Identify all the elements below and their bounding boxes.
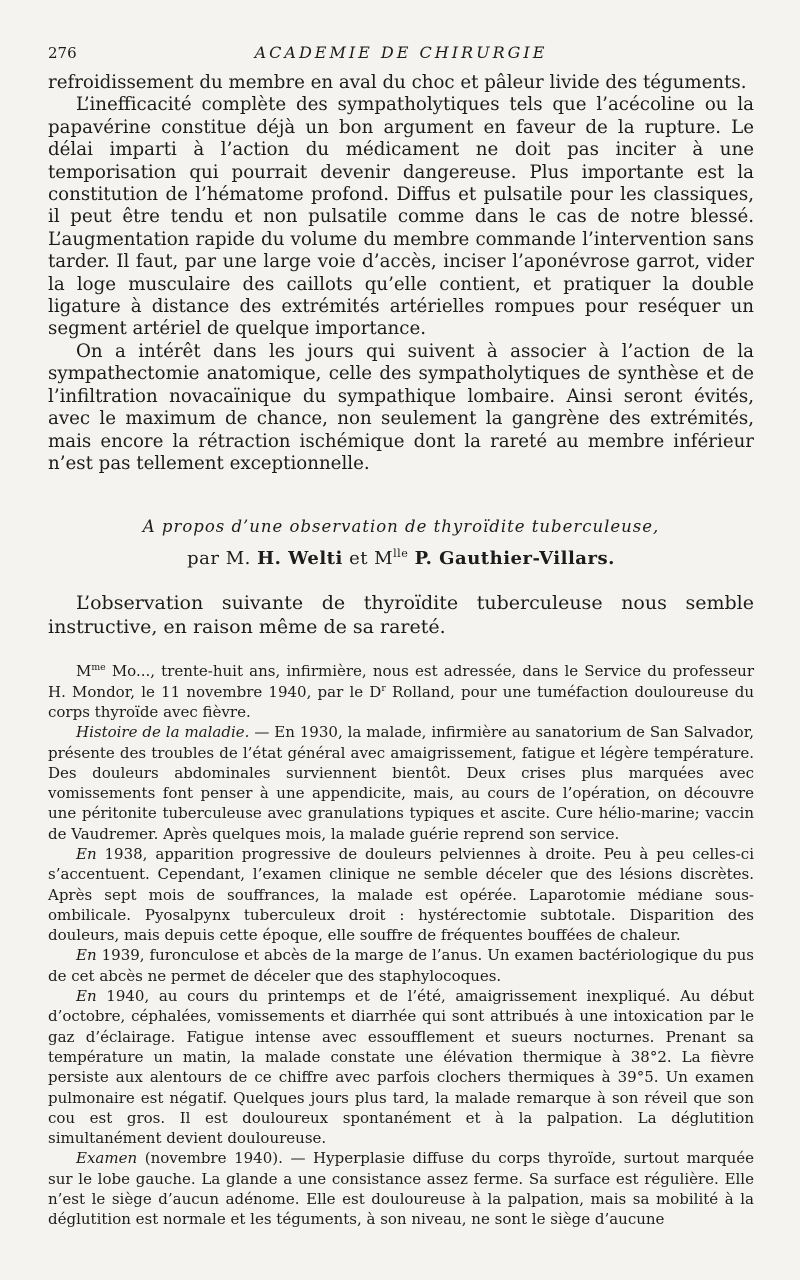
section-label: Examen xyxy=(76,1149,138,1168)
case-paragraph xyxy=(48,986,754,1148)
section-label: En xyxy=(76,987,97,1006)
page-number: 276 xyxy=(48,44,77,62)
text-run: Rolland, pour une tuméfaction douloureuse du corps thyroïde avec fièvre. xyxy=(48,682,754,721)
article-authors xyxy=(48,548,754,569)
article-title: A propos d’une observation de thyroïdite tuberculeuse, xyxy=(142,517,660,537)
text-run: 1939, furonculose et abcès de la marge de l’anus. Un examen bactériologique du pus de cet abcès ne permet de déceler que des staphylocoques. xyxy=(48,946,754,985)
article-intro: L’observation suivante de thyroïdite tuberculeuse nous semble instructive, en raison même de sa rareté. xyxy=(48,592,754,639)
author-2: P. Gauthier-Villars. xyxy=(414,548,615,570)
page xyxy=(48,40,754,1230)
sup: me xyxy=(91,662,106,674)
page-header xyxy=(48,40,754,68)
sup: r xyxy=(381,682,386,694)
section-label: Histoire de la maladie. xyxy=(76,723,250,742)
section-label: En xyxy=(76,844,97,863)
previous-article-text xyxy=(48,72,754,475)
paragraph: refroidissement du membre en aval du choc et pâleur livide des téguments. xyxy=(48,72,747,93)
authors-and: et M xyxy=(349,548,394,570)
paragraph: On a intérêt dans les jours qui suivent à associer à l’action de la sympathectomie anatomique, celle des sympatholytiques de synthèse et de l’infiltration novacaïnique du sympathique lombaire. Ainsi seront évités, avec le maximum de chance, non seulement la gangrène des extrémités, mais encore la rétraction ischémique dont la rareté au membre inférieur n’est pas tellement exceptionnelle. xyxy=(48,340,754,474)
section-label: En xyxy=(76,946,97,965)
case-paragraph xyxy=(48,844,754,945)
case-paragraph xyxy=(48,1148,754,1229)
paragraph: L’inefficacité complète des sympatholytiques tels que l’acécoline ou la papavérine constitue déjà un bon argument en faveur de la rupture. Le délai imparti à l’action du médicament ne doit pas inciter à une temporisation qui pourrait devenir dangereuse. Plus importante est la constitution de l’hématome profond. Diffus et pulsatile pour les classiques, il peut être tendu et non pulsatile comme dans le cas de notre blessé. L’augmentation rapide du volume du membre commande l’intervention sans tarder. Il faut, par une large voie d’accès, inciser l’aponévrose garrot, vider la loge musculaire des caillots qu’elle contient, et pratiquer la double ligature à distance des extrémités artérielles rompues pour reséquer un segment artériel de quelque importance. xyxy=(48,94,754,340)
text-run: — En 1930, la malade, infirmière au sanatorium de San Salvador, présente des troubles de l’état général avec amaigrissement, fatigue et légère température. Des douleurs abdominales surviennent bientôt. Deux crises plus marquées avec vomissements font penser à une appendicite, mais, au cours de l’opération, on découvre une péritonite tuberculeuse avec granulations typiques et ascite. Cure hélio-marine; vaccin de Vaudremer. Après quelques mois, la malade guérie reprend son service. xyxy=(48,723,754,843)
case-paragraph xyxy=(48,722,754,844)
running-title: ACADEMIE DE CHIRURGIE xyxy=(254,43,548,62)
text-run: Mo..., trente-huit ans, infirmière, nous est adressée, dans le Service du professeur H. Mondor, le 11 novembre 1940, par le D xyxy=(48,662,754,701)
author-title-sup: lle xyxy=(393,547,409,561)
text-run: M xyxy=(76,662,92,681)
authors-prefix: par M. xyxy=(187,548,251,570)
text-run: 1938, apparition progressive de douleurs pelviennes à droite. Peu à peu celles-ci s’accentuent. Cependant, l’examen clinique ne semble déceler que des lésions discrètes. Après sept mois de souffrances, la malade est opérée. Laparotomie médiane sous-ombilicale. Pyosalpynx tuberculeux droit : hystérectomie subtotale. Disparition des douleurs, mais depuis cette époque, elle souffre de fréquentes bouffées de chaleur. xyxy=(48,844,754,945)
case-report xyxy=(48,661,754,1229)
text-run: 1940, au cours du printemps et de l’été, amaigrissement inexpliqué. Au début d’octobre, céphalées, vomissements et diarrhée qui sont attribués à une intoxication par le gaz d’éclairage. Fatigue intense avec essoufflement et sueurs nocturnes. Prenant sa température un matin, la malade constate une élévation thermique à 38°2. La fièvre persiste aux alentours de ce chiffre avec parfois clochers thermiques à 39°5. Un examen pulmonaire est négatif. Quelques jours plus tard, la malade remarque à son réveil que son cou est gros. Il est douloureux spontanément et à la palpation. La déglutition simultanément devient douloureuse. xyxy=(48,987,754,1148)
case-paragraph xyxy=(48,661,754,722)
author-1: H. Welti xyxy=(257,548,343,570)
case-paragraph xyxy=(48,945,754,986)
text-run: (novembre 1940). — Hyperplasie diffuse du corps thyroïde, surtout marquée sur le lobe gauche. La glande a une consistance assez ferme. Sa surface est régulière. Elle n’est le siège d’aucun adénome. Elle est douloureuse à la palpation, mais sa mobilité à la déglutition est normale et les téguments, à son niveau, ne sont le siège d’aucune xyxy=(48,1149,754,1229)
